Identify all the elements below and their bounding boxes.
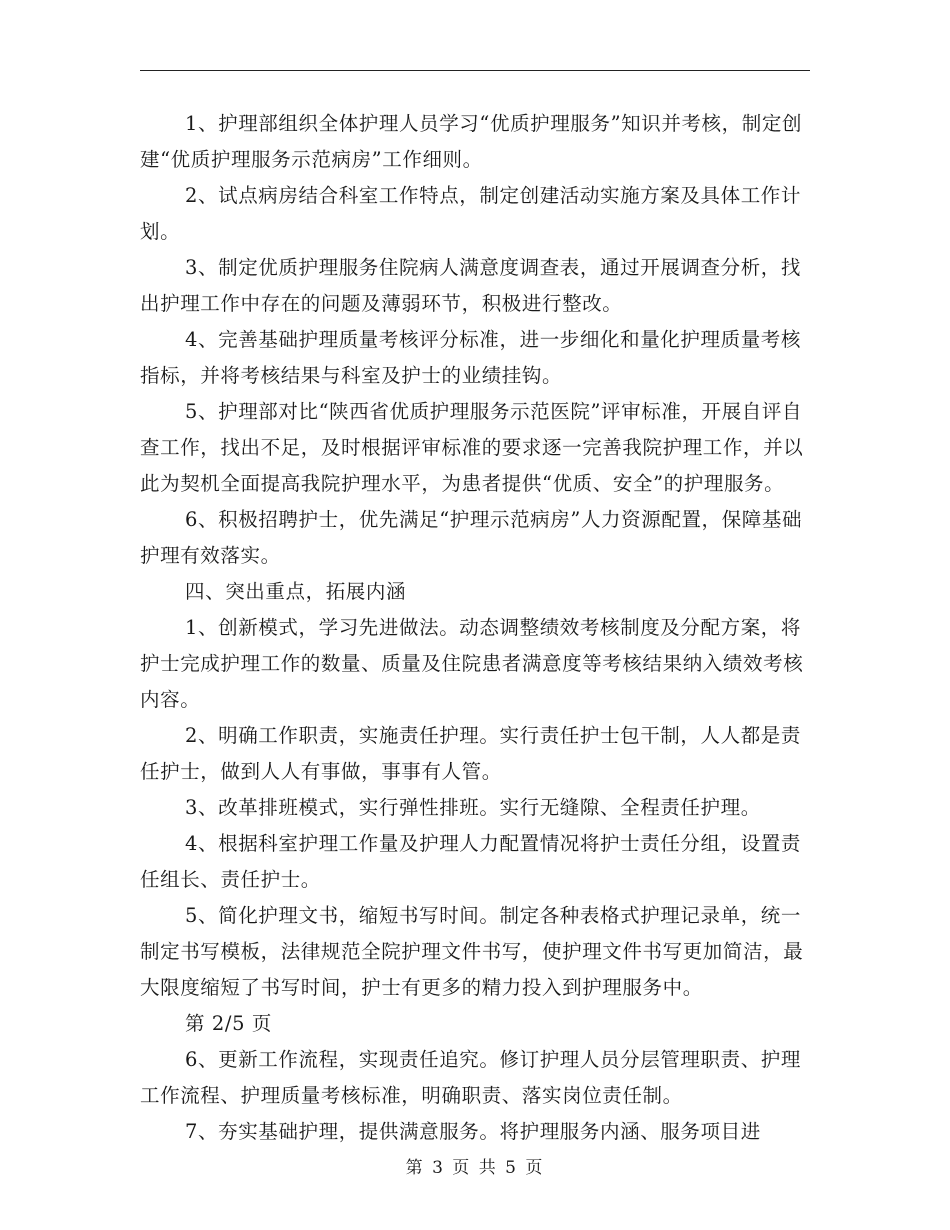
paragraph-5: 5、护理部对比“陕西省优质护理服务示范医院”评审标准，开展自评自查工作，找出不足，及时根据评审标准的要求逐一完善我院护理工作，并以此为契机全面提高我院护理水平，为患者提供“优质、安全”的护理服务。	[140, 400, 804, 495]
paragraph-4: 4、完善基础护理质量考核评分标准，进一步细化和量化护理质量考核指标，并将考核结果与科室及护士的业绩挂钩。	[140, 328, 802, 387]
paragraph-2: 2、试点病房结合科室工作特点，制定创建活动实施方案及具体工作计划。	[140, 184, 802, 243]
paragraph-8: 2、明确工作职责，实施责任护理。实行责任护士包干制，人人都是责任护士，做到人人有事做，事事有人管。	[140, 724, 802, 783]
paragraph-13: 7、夯实基础护理，提供满意服务。将护理服务内涵、服务项目进	[185, 1120, 761, 1143]
paragraph-7: 1、创新模式，学习先进做法。动态调整绩效考核制度及分配方案，将护士完成护理工作的数量、质量及住院患者满意度等考核结果纳入绩效考核内容。	[140, 616, 804, 711]
paragraph-10: 4、根据科室护理工作量及护理人力配置情况将护士责任分组，设置责任组长、责任护士。	[140, 832, 802, 891]
paragraph-6: 6、积极招聘护士，优先满足“护理示范病房”人力资源配置，保障基础护理有效落实。	[140, 508, 803, 567]
section-heading: 四、突出重点，拓展内涵	[185, 580, 407, 603]
paragraph-3: 3、制定优质护理服务住院病人满意度调查表，通过开展调查分析，找出护理工作中存在的问题及薄弱环节，积极进行整改。	[140, 256, 802, 315]
paragraph-9: 3、改革排班模式，实行弹性排班。实行无缝隙、全程责任护理。	[185, 796, 761, 819]
document-body	[140, 106, 820, 1150]
header-rule	[140, 70, 810, 71]
inline-page-marker: 第 2/5 页	[185, 1012, 272, 1035]
paragraph-11: 5、简化护理文书，缩短书写时间。制定各种表格式护理记录单，统一制定书写模板，法律规范全院护理文件书写，使护理文件书写更加简洁，最大限度缩短了书写时间，护士有更多的精力投入到护理服务中。	[140, 904, 804, 999]
paragraph-12: 6、更新工作流程，实现责任追究。修订护理人员分层管理职责、护理工作流程、护理质量考核标准，明确职责、落实岗位责任制。	[140, 1048, 802, 1107]
page-footer: 第 3 页 共 5 页	[405, 1158, 545, 1178]
paragraph-1: 1、护理部组织全体护理人员学习“优质护理服务”知识并考核，制定创建“优质护理服务示范病房”工作细则。	[140, 112, 803, 171]
